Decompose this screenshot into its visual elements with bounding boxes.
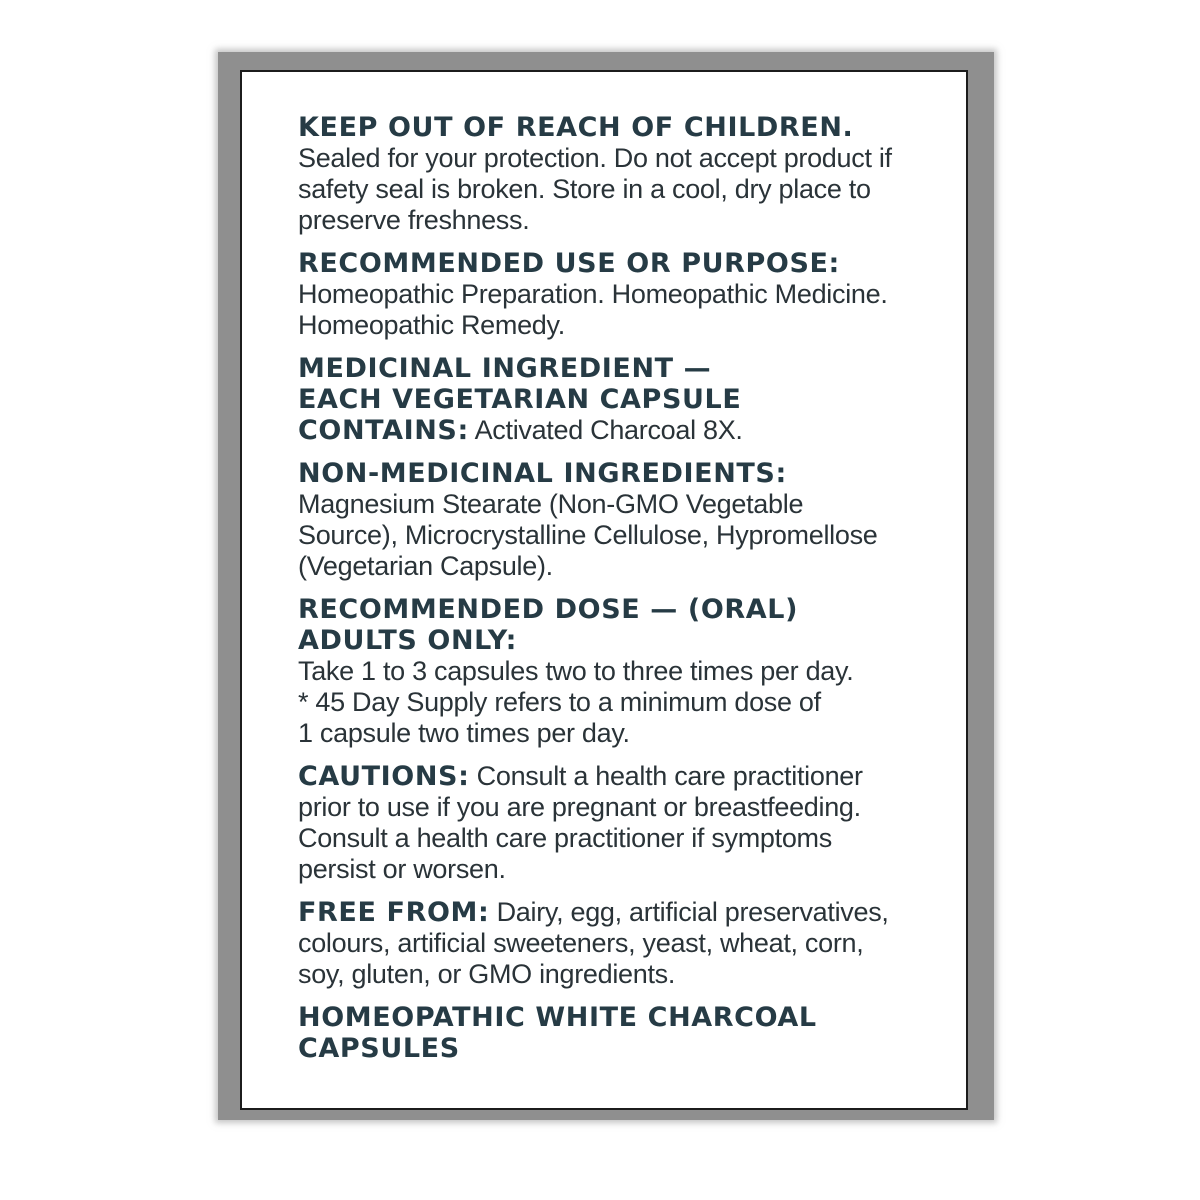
keep-out-heading: KEEP OUT OF REACH OF CHILDREN. — [298, 112, 854, 143]
product-name-heading: HOMEOPATHIC WHITE CHARCOAL CAPSULES — [298, 1002, 817, 1064]
cautions-line — [298, 761, 918, 885]
cautions-text: Consult a health care practitioner prior to use if you are pregnant or breastfeeding. Consult a health care practitioner if symptoms persist or worsen. — [298, 761, 863, 884]
medicinal-ingredient-heading: MEDICINAL INGREDIENT — EACH VEGETARIAN CAPSULE — [298, 353, 742, 415]
free-from-text: Dairy, egg, artificial preservatives, colours, artificial sweeteners, yeast, wheat, corn, soy, gluten, or GMO ingredients. — [298, 897, 889, 989]
section-recommended-use — [298, 248, 918, 341]
label-content — [298, 112, 918, 1076]
section-recommended-dose — [298, 594, 918, 749]
non-medicinal-text: Magnesium Stearate (Non-GMO Vegetable Source), Microcrystalline Cellulose, Hypromellose (Vegetarian Capsule). — [298, 489, 878, 581]
contains-label: CONTAINS: — [298, 415, 469, 446]
recommended-dose-text: Take 1 to 3 capsules two to three times per day. * 45 Day Supply refers to a minimum dose of 1 capsule two times per day. — [298, 656, 854, 748]
section-free-from — [298, 897, 918, 990]
recommended-dose-heading: RECOMMENDED DOSE — (ORAL) ADULTS ONLY: — [298, 594, 799, 656]
section-cautions — [298, 761, 918, 885]
section-medicinal-ingredient — [298, 353, 918, 446]
medicinal-ingredient-line — [298, 415, 918, 446]
recommended-use-heading: RECOMMENDED USE OR PURPOSE: — [298, 248, 840, 279]
section-non-medicinal — [298, 458, 918, 582]
medicinal-ingredient-text: Activated Charcoal 8X. — [468, 415, 743, 445]
recommended-use-text: Homeopathic Preparation. Homeopathic Medicine. Homeopathic Remedy. — [298, 279, 888, 340]
free-from-line — [298, 897, 918, 990]
cautions-label: CAUTIONS: — [298, 761, 470, 792]
product-label-panel — [240, 70, 968, 1110]
keep-out-text: Sealed for your protection. Do not accept product if safety seal is broken. Store in a cool, dry place to preserve freshness. — [298, 143, 892, 235]
section-product-name — [298, 1002, 918, 1064]
non-medicinal-heading: NON-MEDICINAL INGREDIENTS: — [298, 458, 787, 489]
free-from-label: FREE FROM: — [298, 897, 490, 928]
section-keep-out — [298, 112, 918, 236]
